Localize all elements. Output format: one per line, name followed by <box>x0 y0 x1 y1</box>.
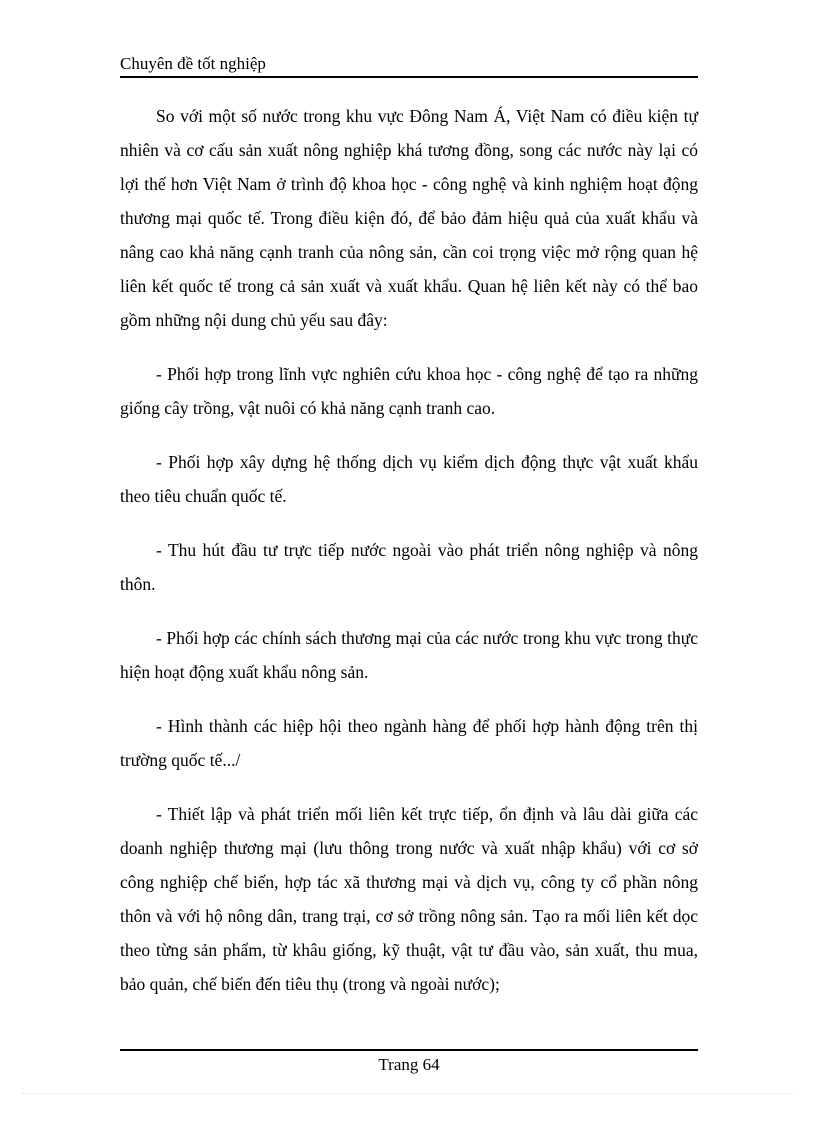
page-footer <box>120 1049 698 1076</box>
paragraph-item: - Hình thành các hiệp hội theo ngành hàng để phối hợp hành động trên thị trường quốc tế.../ <box>120 716 698 770</box>
paragraph-item: - Thu hút đầu tư trực tiếp nước ngoài vào phát triển nông nghiệp và nông thôn. <box>120 540 698 594</box>
header-title: Chuyên đề tốt nghiệp <box>120 54 266 73</box>
paragraph-item: - Phối hợp trong lĩnh vực nghiên cứu khoa học - công nghệ để tạo ra những giống cây trồng, vật nuôi có khả năng cạnh tranh cao. <box>120 364 698 418</box>
paragraph-item: - Phối hợp các chính sách thương mại của các nước trong khu vực trong thực hiện hoạt động xuất khẩu nông sản. <box>120 628 698 682</box>
paragraph-item: - Thiết lập và phát triển mối liên kết trực tiếp, ổn định và lâu dài giữa các doanh nghiệp thương mại (lưu thông trong nước và xuất nhập khẩu) với cơ sở công nghiệp chế biến, hợp tác xã thương mại và dịch vụ, công ty cổ phần nông thôn và với hộ nông dân, trang trại, cơ sở trồng nông sản. Tạo ra mối liên kết dọc theo từng sản phẩm, từ khâu giống, kỹ thuật, vật tư đầu vào, sản xuất, thu mua, bảo quản, chế biến đến tiêu thụ (trong và ngoài nước); <box>120 804 698 994</box>
paragraph-item: - Phối hợp xây dựng hệ thống dịch vụ kiểm dịch động thực vật xuất khẩu theo tiêu chuẩn quốc tế. <box>120 452 698 506</box>
page-number: Trang 64 <box>378 1055 440 1074</box>
document-body <box>120 99 698 1021</box>
page-bottom-divider <box>22 1093 794 1094</box>
page-header <box>120 52 698 78</box>
paragraph-intro: So với một số nước trong khu vực Đông Nam Á, Việt Nam có điều kiện tự nhiên và cơ cấu sản xuất nông nghiệp khá tương đồng, song các nước này lại có lợi thế hơn Việt Nam ở trình độ khoa học - công nghệ và kinh nghiệm hoạt động thương mại quốc tế. Trong điều kiện đó, để bảo đảm hiệu quả của xuất khẩu và nâng cao khả năng cạnh tranh của nông sản, cần coi trọng việc mở rộng quan hệ liên kết quốc tế trong cả sản xuất và xuất khẩu. Quan hệ liên kết này có thể bao gồm những nội dung chủ yếu sau đây: <box>120 106 698 330</box>
